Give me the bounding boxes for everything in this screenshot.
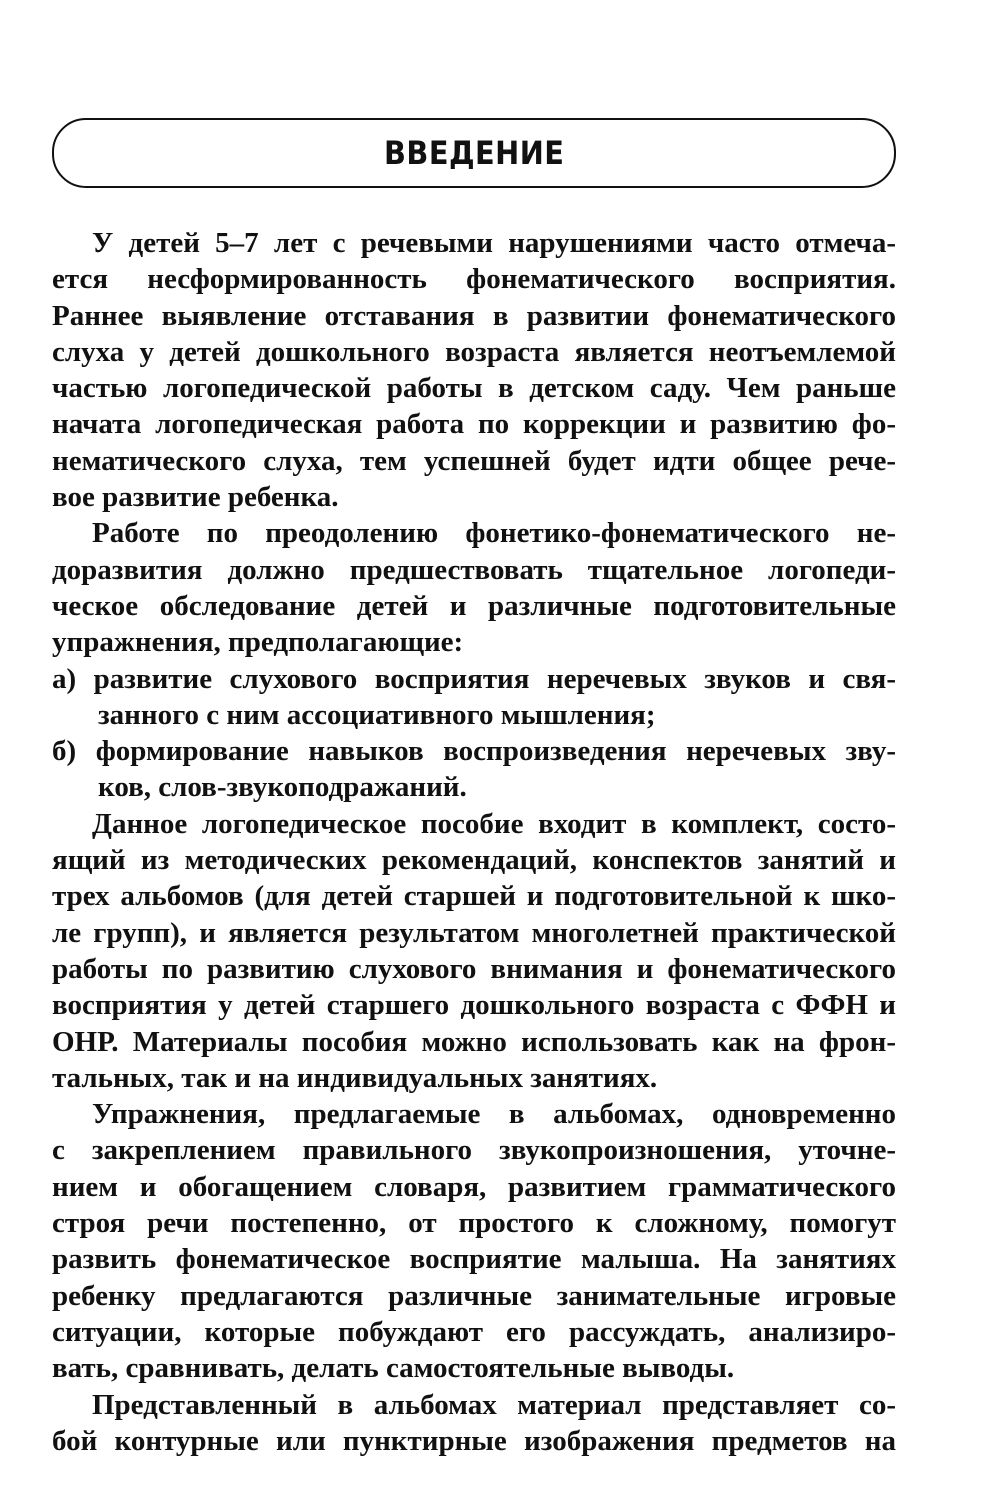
text-line: бой контурные или пунктирные изображения предметов на: [52, 1424, 896, 1457]
text-line: слуха у детей дошкольного возраста является неотъемлемой: [52, 335, 896, 368]
text-line: восприятия у детей старшего дошкольного возраста с ФФН и: [52, 989, 896, 1022]
text-line: ящий из методических рекомендаций, конспектов занятий и: [52, 844, 896, 877]
text-line: работы по развитию слухового внимания и фонематического: [52, 952, 896, 985]
text-line: развить фонематическое восприятие малыша. На занятиях: [52, 1243, 896, 1276]
list-item-b-continuation: ков, слов-звукоподражаний.: [98, 771, 467, 804]
text-line: У детей 5–7 лет с речевыми нарушениями часто отмеча-: [92, 227, 896, 259]
text-line: вое развитие ребенка.: [52, 481, 339, 514]
page-title: ВВЕДЕНИЕ: [383, 134, 565, 172]
text-line: Работе по преодолению фонетико-фонематического не-: [92, 517, 896, 550]
text-line: трех альбомов (для детей старшей и подготовительной к шко-: [52, 880, 896, 913]
text-line: с закреплением правильного звукопроизношения, уточне-: [52, 1134, 896, 1167]
list-item-b: б) формирование навыков воспроизведения неречевых зву-: [52, 735, 896, 768]
text-line: ОНР. Материалы пособия можно использовать как на фрон-: [52, 1025, 896, 1058]
text-line: ческое обследование детей и различные подготовительные: [52, 589, 896, 622]
text-line: частью логопедической работы в детском саду. Чем раньше: [52, 372, 896, 405]
text-line: Представленный в альбомах материал представляет со-: [92, 1388, 896, 1421]
heading-frame: [52, 118, 896, 188]
text-line: нием и обогащением словаря, развитием грамматического: [52, 1170, 896, 1203]
text-line: ется несформированность фонематического восприятия.: [52, 263, 896, 296]
list-item-a-continuation: занного с ним ассоциативного мышления;: [98, 698, 656, 731]
text-line: нематического слуха, тем успешней будет идти общее рече-: [52, 444, 896, 477]
text-line: вать, сравнивать, делать самостоятельные выводы.: [52, 1352, 735, 1385]
text-line: ле групп), и является результатом многолетней практической: [52, 916, 896, 949]
text-line: доразвития должно предшествовать тщательное логопеди-: [52, 553, 896, 586]
text-line: тальных, так и на индивидуальных занятиях.: [52, 1061, 658, 1094]
text-line: ситуации, которые побуждают его рассуждать, анализиро-: [52, 1315, 896, 1348]
text-line: Раннее выявление отставания в развитии фонематического: [52, 299, 896, 332]
text-line: ребенку предлагаются различные занимательные игровые: [52, 1279, 896, 1312]
text-line: Данное логопедическое пособие входит в комплект, состо-: [92, 807, 896, 840]
body-text: [52, 225, 896, 1459]
text-line: Упражнения, предлагаемые в альбомах, одновременно: [92, 1098, 896, 1131]
list-item-a: а) развитие слухового восприятия неречевых звуков и свя-: [52, 662, 896, 695]
text-line: упражнения, предполагающие:: [52, 626, 464, 659]
text-line: начата логопедическая работа по коррекции и развитию фо-: [52, 408, 896, 441]
text-line: строя речи постепенно, от простого к сложному, помогут: [52, 1207, 896, 1240]
